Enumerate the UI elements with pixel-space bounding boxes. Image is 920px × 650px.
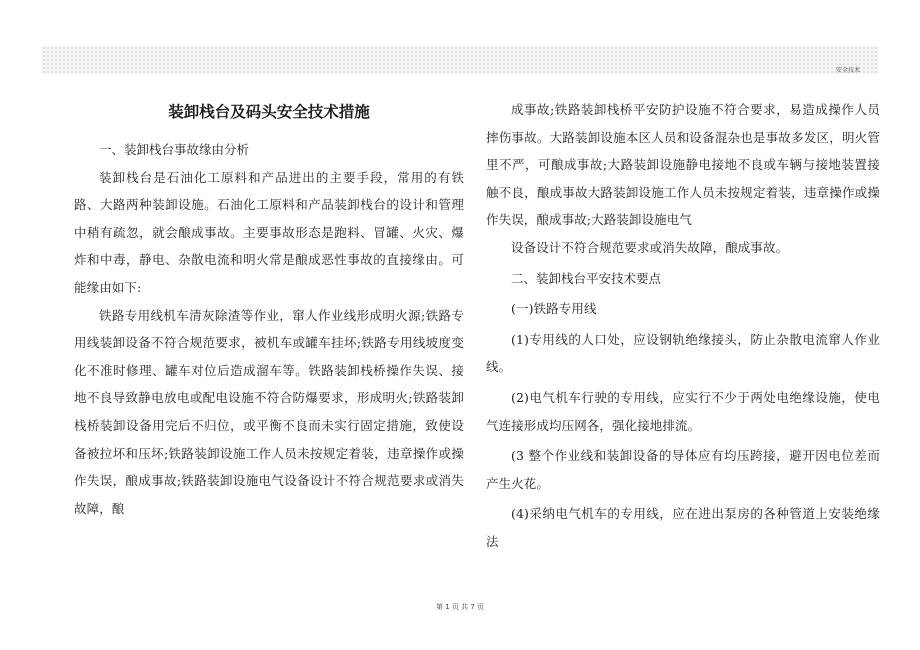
left-column [74,96,464,522]
paragraph: 设备设计不符合规范要求或消失故障，酿成事故。 [511,239,789,255]
right-column [486,96,880,556]
list-item: (2)电气机车行驶的专用线，应实行不少于两处电绝缘设施，使电气连接形成均压网各，强化接地排流。 [486,389,880,433]
document-title: 装卸栈台及码头安全技术措施 [168,102,370,121]
page-footer: 第 1 页 共 7 页 [435,603,485,611]
paragraph: 铁路专用线机车清灰除渣等作业，窜人作业线形成明火源;铁路专用线装卸设备不符合规范要求，被机车或罐车挂坏;铁路专用线坡度变化不准时修理、罐车对位后造成溜车等。铁路装卸栈桥操作失误、接地不良导致静电放电或配电设施不符合防爆要求，形成明火;铁路装卸栈桥装卸设备用完后不归位，或平衡不良而未实行固定措施，致使设备被拉坏和压坏;铁路装卸设施工作人员未按规定着装，违章操作或操作失误，酿成事故;铁路装卸设施电气设备设计不符合规范要求或消失故障，酿 [74,307,465,516]
list-item: (1)专用线的人口处，应设钢轨绝缘接头，防止杂散电流窜人作业线。 [486,331,880,375]
header-band [42,46,878,74]
subheading: (一)铁路专用线 [511,301,597,317]
header-tag: 安全技术 [836,67,861,74]
paragraph: 装卸栈台是石油化工原料和产品进出的主要手段，常用的有铁路、大路两种装卸设施。石油化工原料和产品装卸栈台的设计和管理中稍有疏忽，就会酿成事故。主要事故形态是跑料、冒罐、火灾、爆炸和中毒，静电、杂散电流和明火常是酿成恶性事故的直接缘由。可能缘由如下: [74,169,464,295]
section-heading-2: 二、装卸栈台平安技术要点 [511,270,662,286]
section-heading-1: 一、装卸栈台事故缘由分析 [99,142,250,157]
list-item: (3 整个作业线和装卸设备的导体应有均压跨接，避开因电位差而产生火花。 [486,448,880,491]
paragraph: 成事故;铁路装卸栈桥平安防护设施不符合要求，易造成操作人员摔伤事故。大路装卸设施本区人员和设备混杂也是事故多发区，明火管里不严，可酿成事故;大路装卸设施静电接地不良或车辆与接地装置接触不良，酿成事故大路装卸设施工作人员未按规定着装，违章操作或操作失误，酿成事故;大路装卸设施电气 [486,102,880,228]
list-item: (4)采纳电气机车的专用线，应在进出泵房的各种管道上安装绝缘法 [486,506,880,549]
